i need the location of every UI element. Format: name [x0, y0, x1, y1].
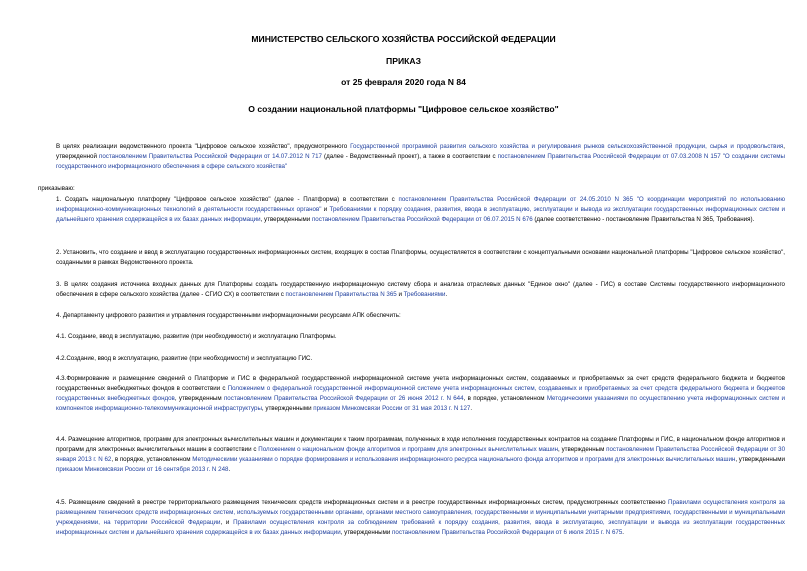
decree-157-link[interactable]: постановлением Правительства Российской Федерации от 07.03.2008 N 157 "О создании системы государственного информационного обеспечения в сфере сельского хозяйства" — [56, 152, 785, 170]
decree-365-short-link[interactable]: постановлением Правительства N 365 — [285, 290, 397, 298]
paragraph-text: и — [321, 205, 330, 213]
document-date-number: от 25 февраля 2020 года N 84 — [341, 77, 466, 87]
decree-62-link[interactable]: постановлением Правительства Российской Федерации от 30 января 2013 г. N 62 — [56, 445, 786, 463]
rules-requirements-control-link[interactable]: Правилами осуществления контроля за соблюдением требований к порядку создания, развития, ввода в эксплуатацию, эксплуатации и вывода из эксплуатации государственных информационных систем и дальнейшего хранения содержащейся в их базах данных информации — [56, 518, 785, 536]
order-127-link[interactable]: приказом Минкомсвязи России от 31 мая 2013 г. N 127 — [313, 404, 471, 412]
preamble-text: (далее - Ведомственный проект), а также в соответствии с — [322, 152, 498, 160]
paragraph-text: , утвержденными — [340, 528, 393, 536]
regulation-national-fund-link[interactable]: Положением о национальном фонде алгоритмов и программ для электронных вычислительных машин — [258, 445, 559, 453]
paragraph-text: и — [396, 290, 404, 298]
paragraph-text: , в порядке, установленном — [111, 455, 193, 463]
requirements-short-link[interactable]: Требованиями — [403, 290, 446, 298]
paragraph-text: . — [445, 290, 448, 298]
order-248-link[interactable]: приказом Минкомсвязи России от 16 сентября 2013 г. N 248 — [56, 465, 229, 473]
document-title: О создании национальной платформы "Цифровое сельское хозяйство" — [248, 104, 559, 114]
paragraph-text: . — [622, 528, 625, 536]
paragraph-text: , утвержденными — [260, 215, 312, 223]
paragraph-text: , утвержденными — [735, 455, 785, 463]
paragraph-4: 4. Департаменту цифрового развития и управления государственными информационными ресурсами АПК обеспечить: — [56, 312, 401, 319]
paragraph-1 — [38, 195, 785, 225]
paragraph-4-4 — [38, 435, 785, 475]
paragraph-text: . — [228, 465, 231, 473]
paragraph-4-1: 4.1. Создание, ввод в эксплуатацию, развитие (при необходимости) и эксплуатацию Платформы. — [56, 333, 337, 340]
order-word: приказываю: — [38, 185, 75, 192]
preamble-text: В целях реализации ведомственного проекта "Цифровое сельское хозяйство", предусмотренного — [56, 143, 351, 150]
decree-365-link[interactable]: постановлением Правительства Российской Федерации от 24.05.2010 N 365 "О координации мероприятий по использованию информационно-коммуникационных технологий в деятельности государственных органов" — [56, 196, 785, 213]
paragraph-text: (далее соответственно - постановление Правительства N 365, Требования). — [532, 215, 755, 223]
paragraph-3 — [38, 280, 785, 300]
document-type: ПРИКАЗ — [386, 56, 421, 66]
preamble-paragraph — [38, 142, 785, 172]
paragraph-text: , утвержденным — [558, 445, 607, 453]
regulation-fgis-link[interactable]: Положением о федеральной государственной информационной системе учета информационных систем, создаваемых и приобретаемых за счет средств федерального бюджета и бюджетов государственных внебюджетных фондов — [56, 384, 785, 402]
decree-675-link[interactable]: постановлением Правительства Российской Федерации от 6 июля 2015 г. N 675 — [392, 528, 623, 536]
paragraph-2: 2. Установить, что создание и ввод в эксплуатацию государственных информационных систем, входящих в состав Платформы, осуществляется в соответствии с концептуальными основами национальной платформы "Цифровое сельское хозяйство", созданными в рамках Ведомственного проекта. — [56, 249, 785, 266]
paragraph-text: 3. В целях создания источника входных данных для Платформы создать государственную информационную систему сбора и анализа отраслевых данных "Единое окно" (далее - ГИС) в составе Системы государственного информационного обеспечения в сфере сельского хозяйства (далее - СГИО СХ) в соответствии с — [56, 281, 785, 298]
decree-644-link[interactable]: постановлением Правительства Российской Федерации от 26 июня 2012 г. N 644 — [223, 394, 464, 402]
rules-placement-control-link[interactable]: Правилами осуществления контроля за размещением технических средств информационных систем, используемых государственными органами, органами местного самоуправления, государственными и муниципальными унитарными предприятиями, государственными и муниципальными учреждениями, на территории Российской Федерации — [56, 499, 785, 526]
paragraph-text: 4.4. Размещение алгоритмов, программ для электронных вычислительных машин и документации к таким программам, полученных в ходе исполнения государственных контрактов на создание Платформы и ГИС, в национальном фонде алгоритмов и программ для электронных вычислительных машин в соответствии с — [56, 436, 785, 453]
paragraph-4-5 — [38, 498, 785, 538]
preamble-text: , утвержденной — [56, 143, 786, 160]
paragraph-text: 4.5. Размещение сведений в реестре территориального размещения технических средств информационных систем и в реестре государственных информационных систем, предусмотренных соответственно — [56, 499, 669, 506]
ministry-heading: МИНИСТЕРСТВО СЕЛЬСКОГО ХОЗЯЙСТВА РОССИЙСКОЙ ФЕДЕРАЦИИ — [251, 34, 556, 44]
decree-717-link[interactable]: постановлением Правительства Российской Федерации от 14.07.2012 N 717 — [99, 152, 322, 160]
paragraph-text: 1. Создать национальную платформу "Цифровое сельское хозяйство" (далее - Платформа) в соответствии с — [56, 196, 399, 203]
method-guidelines-127-link[interactable]: Методическими указаниями по осуществлению учета информационных систем и компонентов информационно-телекоммуникационной инфраструктуры — [56, 394, 786, 412]
paragraph-text: . — [470, 404, 473, 412]
decree-676-link[interactable]: постановлением Правительства Российской Федерации от 06.07.2015 N 676 — [311, 215, 533, 223]
paragraph-text: , утвержденными — [261, 404, 314, 412]
paragraph-4-3 — [38, 374, 785, 414]
state-program-link[interactable]: Государственной программой развития сельского хозяйства и регулирования рынков сельскохозяйственной продукции, сырья и продовольствия — [350, 143, 784, 150]
paragraph-text: , утвержденным — [174, 394, 224, 402]
paragraph-text: , и — [220, 518, 234, 526]
requirements-link[interactable]: Требованиями к порядку создания, развития, ввода в эксплуатацию, эксплуатации и вывода из эксплуатации государственных информационных систем и дальнейшего хранения содержащейся в их базах данных информации — [56, 205, 785, 223]
paragraph-text: , в порядке, установленном — [463, 394, 547, 402]
paragraph-text: 4.3.Формирование и размещение сведений о Платформе и ГИС в федеральной государственной информационной системе учета информационных систем, создаваемых и приобретаемых за счет средств федерального бюджета и бюджетов государственных внебюджетных фондов в соответствии с — [56, 375, 785, 392]
method-guidelines-248-link[interactable]: Методическими указаниями о порядке формирования и использования информационного ресурса национального фонда алгоритмов и программ для электронных вычислительных машин — [192, 455, 736, 463]
paragraph-4-2: 4.2.Создание, ввод в эксплуатацию, развитие (при необходимости) и эксплуатацию ГИС. — [56, 355, 313, 362]
